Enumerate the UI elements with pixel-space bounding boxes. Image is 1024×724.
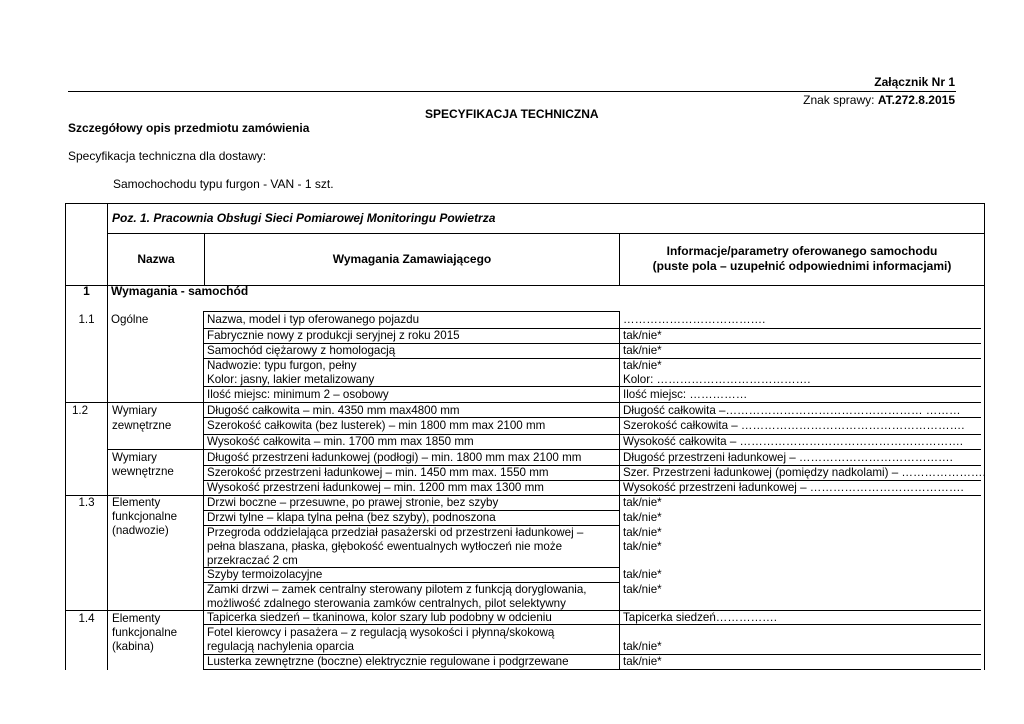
group-name: Elementy: [112, 612, 161, 625]
attachment-label: Załącznik Nr 1: [874, 75, 955, 89]
requirement-text: Kolor: jasny, lakier metalizowany: [207, 373, 375, 386]
requirement-text: Drzwi tylne – klapa tylna pełna (bez szyby), podnoszona: [207, 511, 496, 524]
row-line: [107, 233, 985, 234]
info-text: Wysokość przestrzeni ładunkowej – ………………………………….: [623, 481, 964, 494]
col-header-info-2: (puste pola – uzupełnić odpowiednimi informacjami): [652, 259, 952, 273]
info-text: tak/nie*: [623, 496, 662, 509]
requirement-text: Szerokość przestrzeni ładunkowej – min. 1450 mm max. 1550 mm: [207, 466, 549, 479]
info-text: tak/nie*: [623, 568, 662, 581]
info-text: tak/nie*: [623, 583, 662, 596]
group-name: funkcjonalne: [112, 626, 178, 639]
group-number: 1.1: [78, 313, 95, 326]
requirement-text: Zamki drzwi – zamek centralny sterowany pilotem z funkcją doryglowania,: [207, 583, 587, 596]
info-text: tak/nie*: [623, 329, 662, 342]
table-border-top: [65, 203, 985, 204]
case-number-value: AT.272.8.2015: [877, 93, 955, 107]
table-border-right: [984, 203, 985, 670]
section-number: 1: [83, 284, 90, 298]
group-number: 1.4: [78, 612, 95, 625]
info-text: tak/nie*: [623, 526, 662, 539]
col-header-info-1: Informacje/parametry oferowanego samochodu: [666, 244, 938, 258]
info-text: tak/nie*: [623, 511, 662, 524]
requirement-text: Ilość miejsc: minimum 2 – osobowy: [207, 388, 389, 401]
group-number: 1.2: [71, 404, 89, 417]
requirement-text: Nazwa, model i typ oferowanego pojazdu: [207, 313, 420, 326]
requirement-text: Szyby termoizolacyjne: [207, 568, 323, 581]
info-text: Ilość miejsc: ……………: [623, 388, 748, 401]
group-number: 1.3: [78, 496, 95, 509]
group-name: Wymiary: [112, 451, 157, 464]
document-subtitle: Szczegółowy opis przedmiotu zamówienia: [68, 121, 310, 135]
item-line: Samochochodu typu furgon - VAN - 1 szt.: [113, 177, 334, 191]
requirement-text: Długość przestrzeni ładunkowej (podłogi) – min. 1800 mm max 2100 mm: [207, 451, 582, 464]
row-line: [65, 495, 981, 496]
info-text: Kolor: ………………………………….: [623, 373, 811, 386]
row-line: [107, 449, 981, 450]
requirement-text: Fotel kierowcy i pasażera – z regulacją wysokości i płynną/skokową: [207, 626, 555, 639]
group-name: funkcjonalne: [112, 510, 178, 523]
group-name: Wymiary: [112, 404, 157, 417]
info-text: Długość przestrzeni ładunkowej – ………………………………….: [623, 451, 953, 464]
requirement-text: Samochód ciężarowy z homologacją: [207, 344, 396, 357]
group-name: Ogólne: [111, 313, 149, 326]
case-number: [803, 93, 955, 107]
requirement-text: Długość całkowita – min. 4350 mm max4800 mm: [207, 404, 460, 417]
group-name: zewnętrzne: [112, 419, 172, 432]
info-text: tak/nie*: [623, 359, 662, 372]
row-line: [203, 669, 981, 670]
col-divider-info-2: [619, 311, 620, 670]
requirement-text: Fabrycznie nowy z produkcji seryjnej z roku 2015: [207, 329, 460, 342]
requirement-text: Lusterka zewnętrzne (boczne) elektrycznie regulowane i podgrzewane: [207, 655, 569, 668]
requirement-text: Drzwi boczne – przesuwne, po prawej stronie, bez szyby: [207, 496, 499, 509]
section-title: Wymagania - samochód: [111, 284, 249, 298]
position-title: Poz. 1. Pracownia Obsługi Sieci Pomiarowej Monitoringu Powietrza: [112, 211, 496, 225]
info-text: tak/nie*: [623, 640, 662, 653]
requirement-text: Wysokość przestrzeni ładunkowej – min. 1200 mm max 1300 mm: [207, 481, 544, 494]
table-border-left: [65, 203, 66, 670]
col-header-name: Nazwa: [137, 252, 175, 266]
case-number-label: Znak sprawy:: [803, 93, 878, 107]
info-text: tak/nie*: [623, 344, 662, 357]
row-line: [203, 311, 620, 312]
info-text: Długość całkowita –…………………………………………… ………: [623, 404, 961, 417]
intro-text: Specyfikacja techniczna dla dostawy:: [68, 149, 267, 163]
info-text: Szer. Przestrzeni ładunkowej (pomiędzy nadkolami) – ………………….: [623, 467, 986, 479]
group-name: (kabina): [112, 640, 154, 653]
document-title: SPECYFIKACJA TECHNICZNA: [425, 107, 599, 121]
requirement-text: przekraczać 2 cm: [207, 554, 298, 567]
requirement-text: Nadwozie: typu furgon, pełny: [207, 359, 357, 372]
col-header-requirements: Wymagania Zamawiającego: [332, 252, 492, 266]
group-name: wewnętrzne: [112, 465, 174, 478]
requirement-text: pełna blaszana, płaska, głębokość ewentualnych wytłoczeń nie może: [207, 540, 563, 553]
group-name: (nadwozie): [112, 524, 169, 537]
col-divider-name: [107, 203, 108, 670]
header-divider: [68, 91, 956, 92]
info-text: tak/nie*: [623, 655, 662, 668]
col-divider-info: [619, 233, 620, 285]
requirement-text: Wysokość całkowita – min. 1700 mm max 1850 mm: [207, 435, 474, 448]
requirement-text: Szerokość całkowita (bez lusterek) – min 1800 mm max 2100 mm: [207, 419, 546, 432]
requirement-text: regulacją nachylenia oparcia: [207, 640, 354, 653]
requirement-text: Tapicerka siedzeń – tkaninowa, kolor szary lub podobny w odcieniu: [207, 611, 552, 624]
requirement-text: możliwość zdalnego sterowania zamków centralnych, pilot selektywny: [207, 597, 566, 610]
info-text: tak/nie*: [623, 540, 662, 553]
info-text: Szerokość całkowita – ………………………………………………….: [623, 419, 965, 432]
requirement-text: Przegroda oddzielająca przedział pasażerski od przestrzeni ładunkowej –: [207, 526, 584, 539]
row-line: [65, 402, 981, 403]
info-text: Wysokość całkowita – ………………………………………………….: [623, 435, 964, 448]
info-text: ……………………………….: [623, 313, 766, 326]
info-text: Tapicerka siedzeń…………….: [623, 611, 777, 624]
col-divider-req-2: [203, 311, 204, 670]
group-name: Elementy: [112, 496, 161, 509]
